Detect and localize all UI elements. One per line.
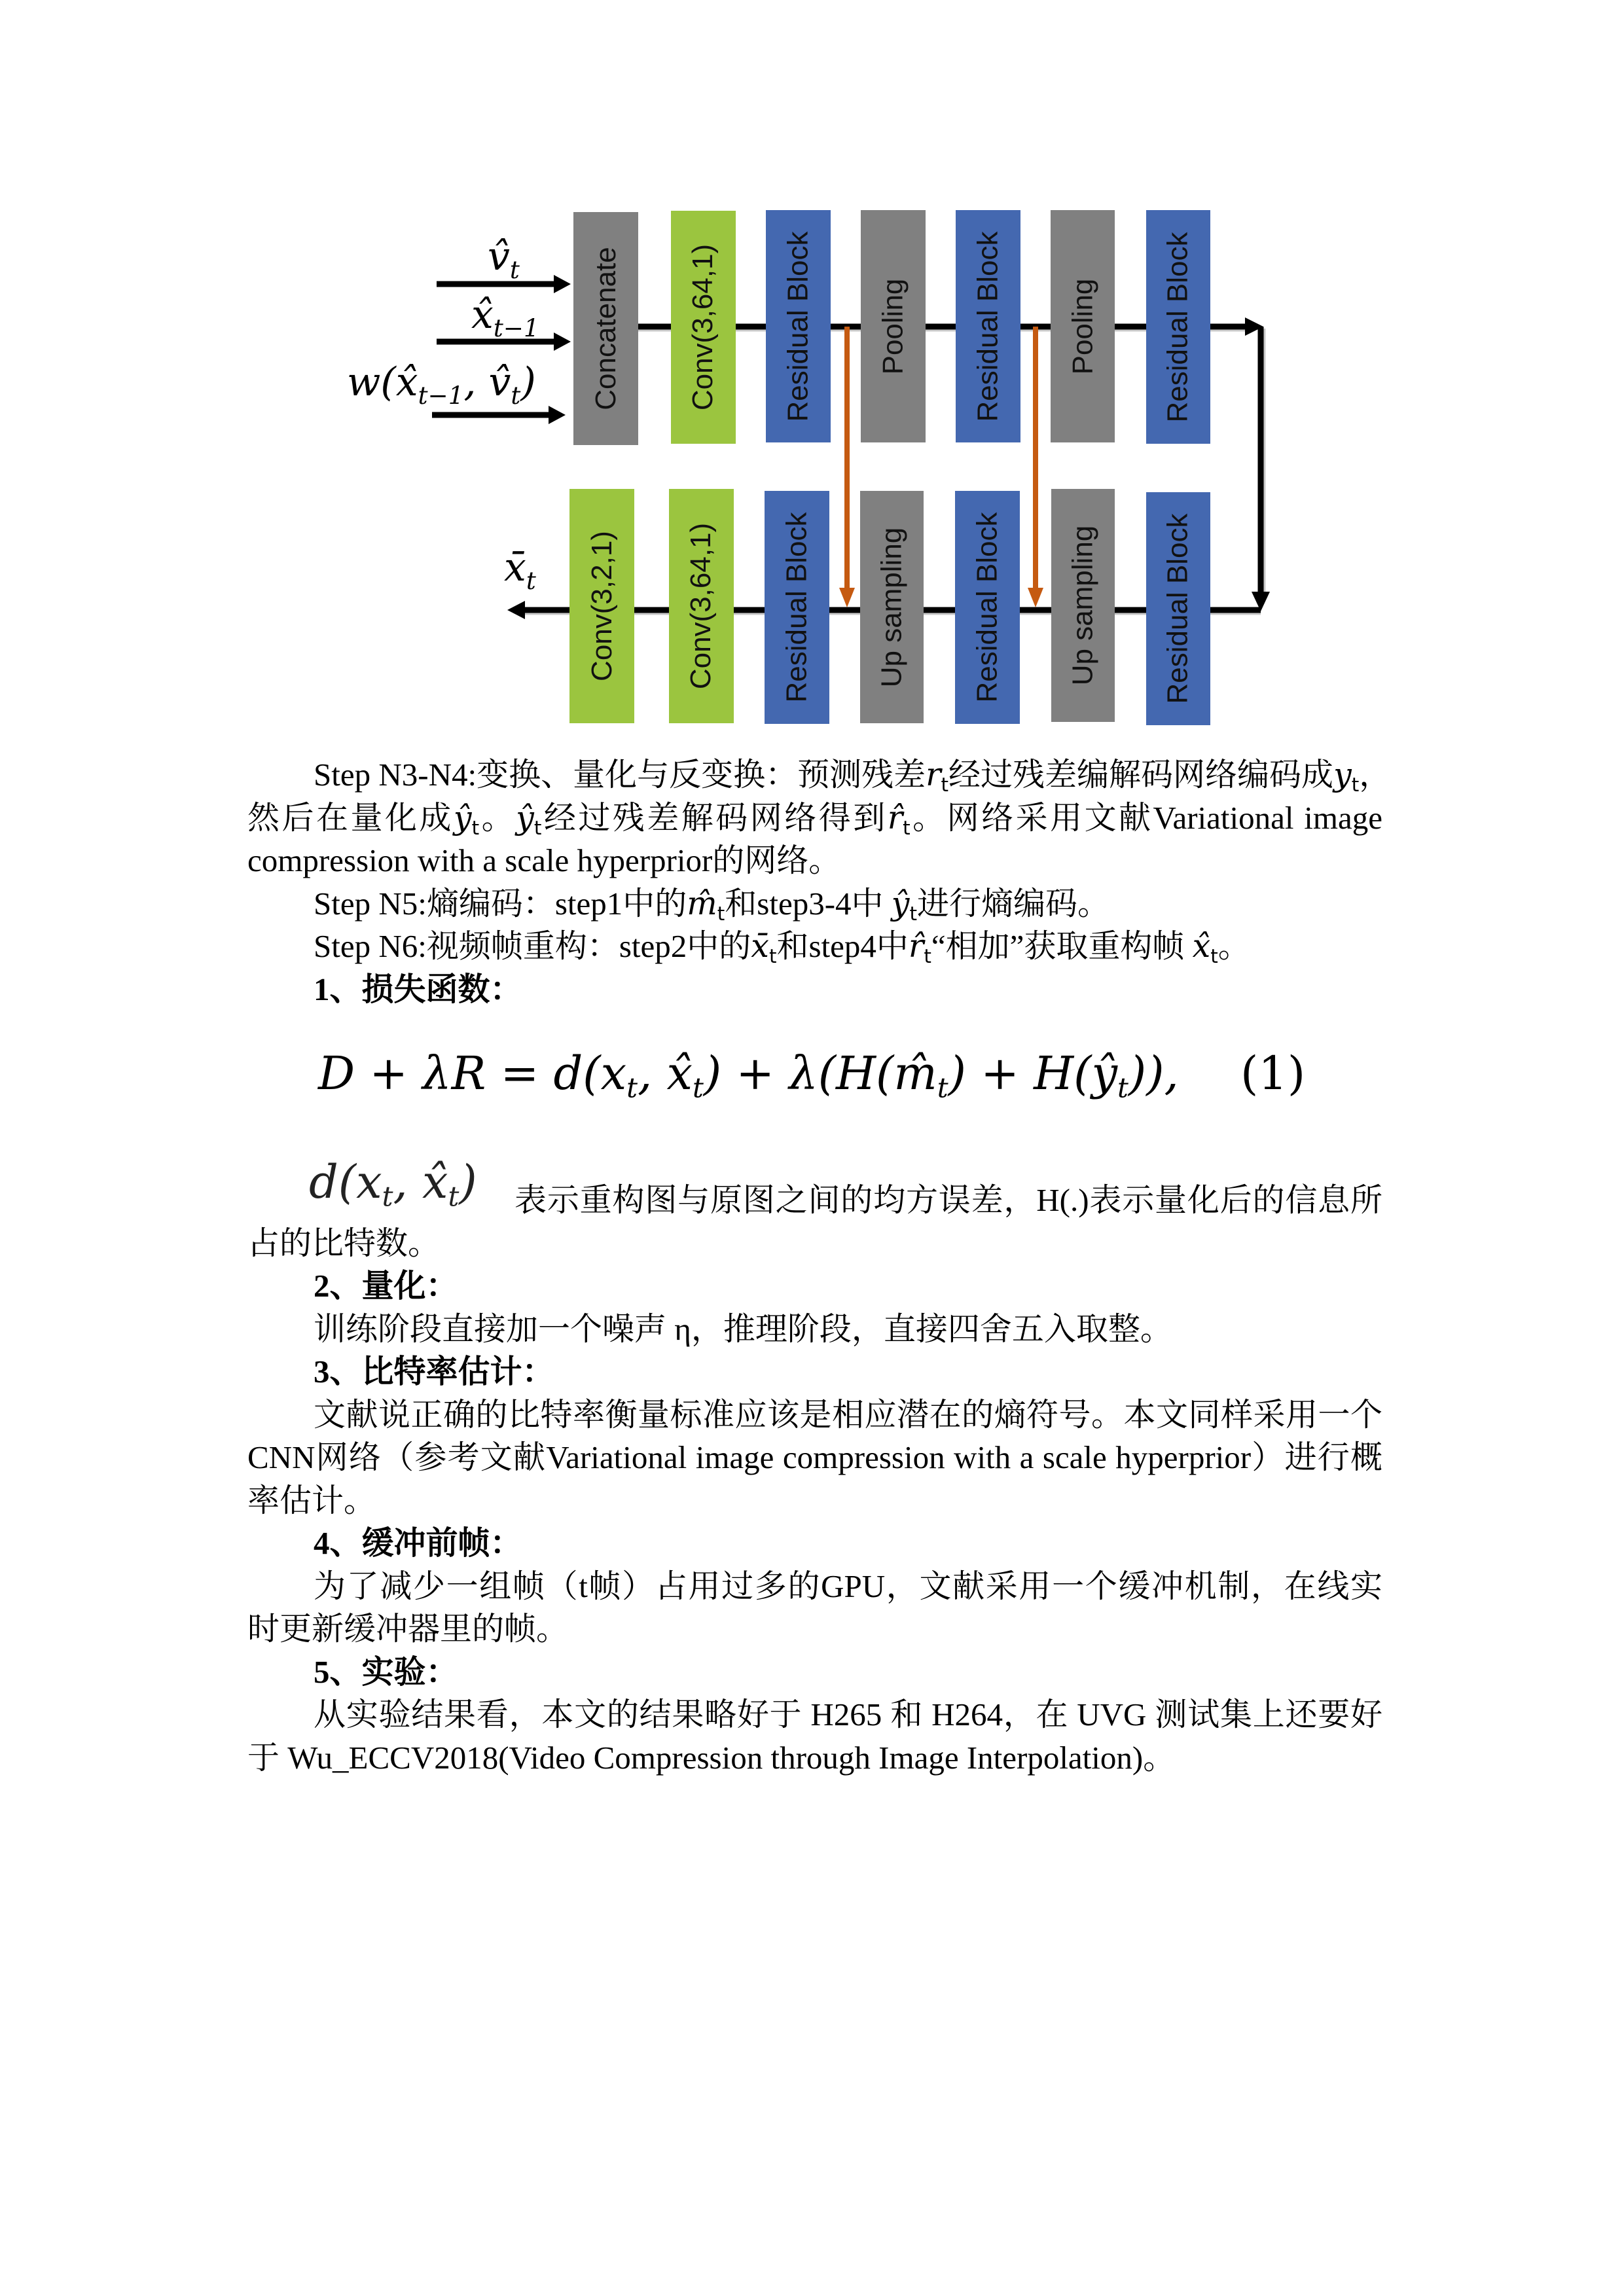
- residual-block: [1146, 492, 1210, 725]
- paragraph-line: 占的比特数。: [247, 1225, 441, 1261]
- upsampling-block: [860, 491, 924, 723]
- conv-block: [671, 211, 736, 444]
- distortion-formula: $d(x_t$, $x̂_t$): [309, 1155, 477, 1213]
- residual-network-diagram: [0, 0, 1624, 785]
- heading-quantization: 2、量化：: [314, 1268, 458, 1304]
- input-label-previous-frame: $x̂_{t-1}$: [471, 292, 539, 343]
- input-label-warped-frame: $w(x̂_{t-1}$, $v̂_t$): [347, 359, 536, 410]
- block-label: Residual Block: [780, 512, 813, 703]
- residual-block: [765, 491, 829, 724]
- input-label-motion: $v̂_t$: [488, 234, 520, 285]
- block-label: Residual Block: [971, 512, 1003, 703]
- block-label: Residual Block: [971, 230, 1004, 422]
- concatenate-block: [573, 212, 638, 445]
- heading-loss-function: 1、损失函数：: [314, 971, 522, 1007]
- paragraph-bitrate-estimation: 文献说正确的比特率衡量标准应该是相应潜在的熵符号。本文同样采用一个: [314, 1396, 1382, 1433]
- residual-block: [955, 491, 1020, 724]
- paragraph-step-n3-n4: Step N3-N4:变换、量化与反变换：预测残差$r_t$经过残差编解码网络编码成$y_t$，: [314, 756, 1392, 796]
- loss-equation: $D + \lambda R = d(x_t$, $x̂_t$) + $\lambda(H(m̂_t)$ + $H(ŷ_t)$),: [318, 1047, 1179, 1104]
- block-label: Residual Block: [1162, 231, 1194, 423]
- paragraph-distortion: $d(x_t$, $x̂_t$) 表示重构图与原图之间的均方误差，H(.)表示量化后的信息所: [247, 1179, 1382, 1222]
- block-label: Concatenate: [589, 247, 622, 410]
- steps-section: [247, 753, 1392, 1011]
- paragraph-line: 率估计。: [247, 1482, 376, 1518]
- paragraph-line: 然后在量化成$ŷ_t$。$ŷ_t$经过残差解码网络得到$r̂_t$。网络采用文献Variational image: [247, 798, 1382, 839]
- block-label: Residual Block: [782, 230, 814, 422]
- block-label: Residual Block: [1162, 513, 1194, 704]
- block-label: Conv(3,64,1): [687, 243, 719, 411]
- sections-body: [247, 1155, 1382, 1779]
- residual-block: [956, 210, 1020, 442]
- paragraph-quantization: 训练阶段直接加一个噪声 η，推理阶段，直接四舍五入取整。: [314, 1310, 1172, 1347]
- heading-bitrate-estimation: 3、比特率估计：: [314, 1354, 554, 1390]
- residual-block: [1146, 210, 1210, 444]
- paragraph-line: 于 Wu_ECCV2018(Video Compression through Image Interpolation)。: [247, 1739, 1176, 1776]
- conv-output-block: [569, 489, 634, 723]
- block-label: Pooling: [1066, 278, 1098, 374]
- equation-number: (1): [1240, 1047, 1306, 1100]
- paragraph-experiments: 从实验结果看，本文的结果略好于 H265 和 H264，在 UVG 测试集上还要好: [314, 1696, 1382, 1732]
- paragraph-step-n6: Step N6:视频帧重构：step2中的$x̄_t$和step4中$r̂_t“$相加”获取重构帧 $x̂_t$。: [314, 927, 1250, 967]
- block-label: Conv(3,2,1): [585, 531, 618, 681]
- paragraph-buffer-frames: 为了减少一组帧（t帧）占用过多的GPU，文献采用一个缓冲机制，在线实: [314, 1568, 1382, 1604]
- conv-block: [669, 489, 734, 723]
- heading-experiments: 5、实验：: [314, 1653, 458, 1690]
- block-label: Up sampling: [1066, 525, 1099, 686]
- paragraph-step-n5: Step N5:熵编码：step1中的$m̂_t$和step3-4中 $ŷ_t$进行熵编码。: [314, 884, 1110, 925]
- paragraph-line: compression with a scale hyperprior的网络。: [247, 842, 841, 878]
- paragraph-line: CNN网络（参考文献Variational image compression with a scale hyperprior）进行概: [247, 1439, 1382, 1475]
- block-label: Up sampling: [875, 527, 908, 687]
- paragraph-line: 时更新缓冲器里的帧。: [247, 1611, 569, 1647]
- residual-block: [766, 210, 831, 442]
- upsampling-block: [1051, 489, 1115, 722]
- heading-buffer-frames: 4、缓冲前帧：: [314, 1525, 522, 1561]
- block-label: Pooling: [876, 278, 909, 374]
- pooling-block: [1051, 210, 1115, 442]
- output-label-predicted-frame: $x̄_t$: [504, 545, 536, 596]
- pooling-block: [861, 210, 926, 442]
- block-label: Conv(3,64,1): [685, 522, 717, 690]
